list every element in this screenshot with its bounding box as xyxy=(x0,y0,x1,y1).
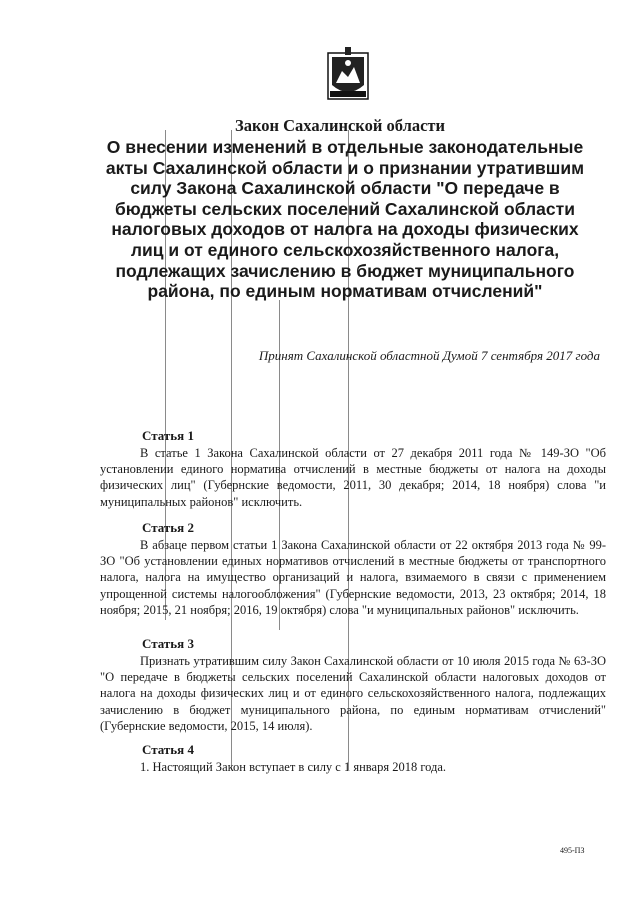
article-4-heading: Статья 4 xyxy=(142,742,194,757)
article-2-text: В абзаце первом статьи 1 Закона Сахалинской области от 22 октября 2013 года № 99-ЗО "Об установлении единых нормативов отчислений в местные бюджеты от транспортного налога, налога на имущество организаций и налога, взимаемого в связи с применением упрощенной системы налогообложения" (Губернские ведомости, 2013, 23 октября; 2014, 18 ноября; 2015, 21 ноября; 2016, 19 октября) слова "и муниципальных районов" исключить. xyxy=(100,538,606,617)
article-1-heading: Статья 1 xyxy=(142,428,194,443)
law-subtitle: О внесении изменений в отдельные законодательные акты Сахалинской области и о признании утратившим силу Закона Сахалинской области "О передаче в бюджеты сельских поселений Сахалинской области налоговых доходов от налога на доходы физических лиц и от единого сельскохозяйственного налога, подлежащих зачислению в бюджет муниципального района, по единым нормативам отчислений" xyxy=(105,137,585,302)
adoption-note: Принят Сахалинской областной Думой 7 сентября 2017 года xyxy=(258,348,600,363)
article-3-text: Признать утратившим силу Закон Сахалинской области от 10 июля 2015 года № 63-ЗО "О передаче в бюджеты сельских поселений Сахалинской области налоговых доходов от налога на доходы физических лиц и от единого сельскохозяйственного налога, подлежащих зачислению в бюджет муниципального района, по единым нормативам отчислений" (Губернские ведомости, 2015, 14 июля). xyxy=(100,654,606,733)
document-code: 495-ПЗ xyxy=(560,846,585,855)
article-1-text: В статье 1 Закона Сахалинской области от 27 декабря 2011 года № 149-ЗО "Об установлении единого норматива отчислений в местные бюджеты от налога на доходы физических лиц" (Губернские ведомости, 2011, 30 декабря; 2014, 18 ноября) слова "и муниципальных районов" исключить. xyxy=(100,446,606,509)
law-title: Закон Сахалинской области xyxy=(234,116,446,135)
article-3-heading: Статья 3 xyxy=(142,636,194,651)
article-2-heading: Статья 2 xyxy=(142,520,194,535)
article-4-text: 1. Настоящий Закон вступает в силу с 1 января 2018 года. xyxy=(140,760,447,774)
sakhalin-coat-of-arms-icon xyxy=(326,45,370,103)
